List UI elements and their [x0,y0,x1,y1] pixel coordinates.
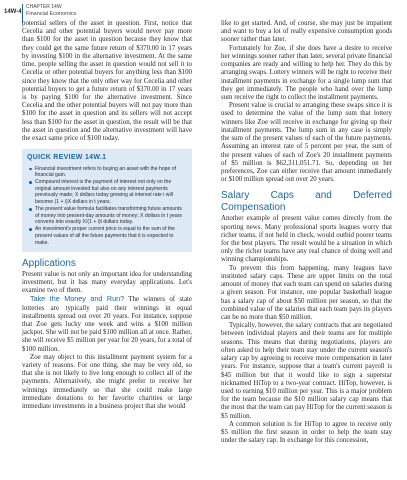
quick-review-title: QUICK REVIEW 14W.1 [27,154,107,162]
paragraph: potential sellers of the asset in question. First, notice that Cecelia and other potential buyers would never pay more than $100 for the asset in question because they know that they could get the same future return of $370.00 in 17 years by investing $100 in the alternative investment. At the same time, people selling the asset in question would not sell it to Cecelia or other potential buyers for anything less than $100 since they know that the only other way for Cecelia and other potential buyers to get a future return of $370.00 in 17 years is by paying $100 for the alternative investment. Since Cecelia and the other potential buyers will not pay more than $100 for the asset in question and its sellers will not accept less than $100 for the asset in question, the result will be that the asset in question and the alternative investment will have the exact same price of $100 today. [22,20,192,143]
left-column [22,20,192,411]
book-section-title: Financial Economics [26,11,77,17]
right-column [221,20,392,446]
paragraph: Present value is crucial to arranging these swaps since it is used to determine the value of the lump sum that lottery winners like Zoe will receive in exchange for giving up their installment payments. The lump sum in any case is simply the sum of the present values of each of the future payments. Assuming an interest rate of 5 percent per year, the sum of the present values of each of Zoe's 20 installment payments of $5 million is $62,311,051.71. So, depending on her preferences, Zoe can either receive that amount immediately or $100 million spread out over 20 years. [221,102,392,184]
section-heading-applications: Applications [22,257,76,269]
quick-review-bullet: Financial investment refers to buying an asset with the hope of financial gain. [35,166,187,179]
paragraph-with-heading [22,295,192,354]
paragraph: To prevent this from happening, many leagues have instituted salary caps. These are upper limits on the total amount of money that each team can spend on salaries during a given season. For instance, one popular basketball league has a salary cap of about $50 million per season, so that the combined value of the salaries that each team pays its players can be no more than $50 million. [221,264,392,321]
paragraph: like to get started. And, of course, she may just be impatient and want to buy a lot of really expensive consumption goods sooner rather than later. [221,20,392,44]
paragraph: Another example of present value comes directly from the sporting news. Many professional sports leagues worry that richer teams, if not held in check, would outbid poorer teams for the best players. The result would be a situation in which only the richer teams have any real chance of doing well and winning championships. [221,215,392,264]
section-heading-salary-caps: Salary Caps and Deferred Compensation [221,190,392,214]
paragraph: Typically, however, the salary contracts that are negotiated between individual players and their teams are for multiple seasons. This means that during negotiations, players are often asked to help their team stay under the current season's salary cap by agreeing to receive more compensation in later years. For instance, suppose that a team's current payroll is $45 million but that it would like to sign a superstar nicknamed HiTop to a two-year contract. HiTop, however, is used to earning $10 million per year. This is a major problem for the team because the $10 million salary cap means that the most that the team can pay HiTop for the current season is $5 million. [221,322,392,420]
paragraph-text: The winners of state lotteries are typically paid their winnings in equal installments spread out over 20 years. For instance, suppose that Zoe gets lucky one week and wins a $100 million jackpot. She will not be paid $100 million all at once. Rather, she will receive $5 million per year for 20 years, for a total of $100 million. [22,296,192,353]
paragraph: Zoe may object to this installment payment system for a variety of reasons. For one thing, she may be very old, so that she is not likely to live long enough to collect all of the payments. Alternatively, she might prefer to receive her winnings immediately so that she could make large immediate donations to her favorite charities or large immediate investments in a business project that she would [22,353,192,411]
quick-review-bullet: An investment's proper current price is equal to the sum of the present values of all the future payments that it is expected to make. [35,226,187,246]
quick-review-bullet: Compound interest is the payment of interest not only on the original amount invested but also on any interest payments previously made; X dollars today growing at interest rate i will become (1 + i)X dollars in t years. [35,179,187,205]
paragraph: A common solution is for HiTop to agree to receive only $5 million the first season in order to help the team stay under the salary cap. In exchange for this concession, [221,420,392,445]
paragraph: Present value is not only an important idea for understanding investment, but it has many everyday applications. Let's examine two of them. [22,270,192,295]
quick-review-list [27,166,187,247]
chapter-label: CHAPTER 14W [26,4,62,10]
page-number: 14W-4 [4,9,22,15]
quick-review-bullet: The present value formula facilitates transforming future amounts of money into present-day amounts of money; X dollars in t years converts into exactly X/(1 + i)t dollars today. [35,206,187,226]
paragraph: Fortunately for Zoe, if she does have a desire to receive her winnings sooner rather than later, several private financial companies are ready and willing to help her. They do this by arranging swaps. Lottery winners will be right to receive their installment payments in exchange for a single lump sum that they get immediately. The people who hand over the lump sum receive the right to collect the installment payments. [221,44,392,101]
subheading-lottery: Take the Money and Run? [30,294,125,304]
quick-review-box [22,149,192,251]
